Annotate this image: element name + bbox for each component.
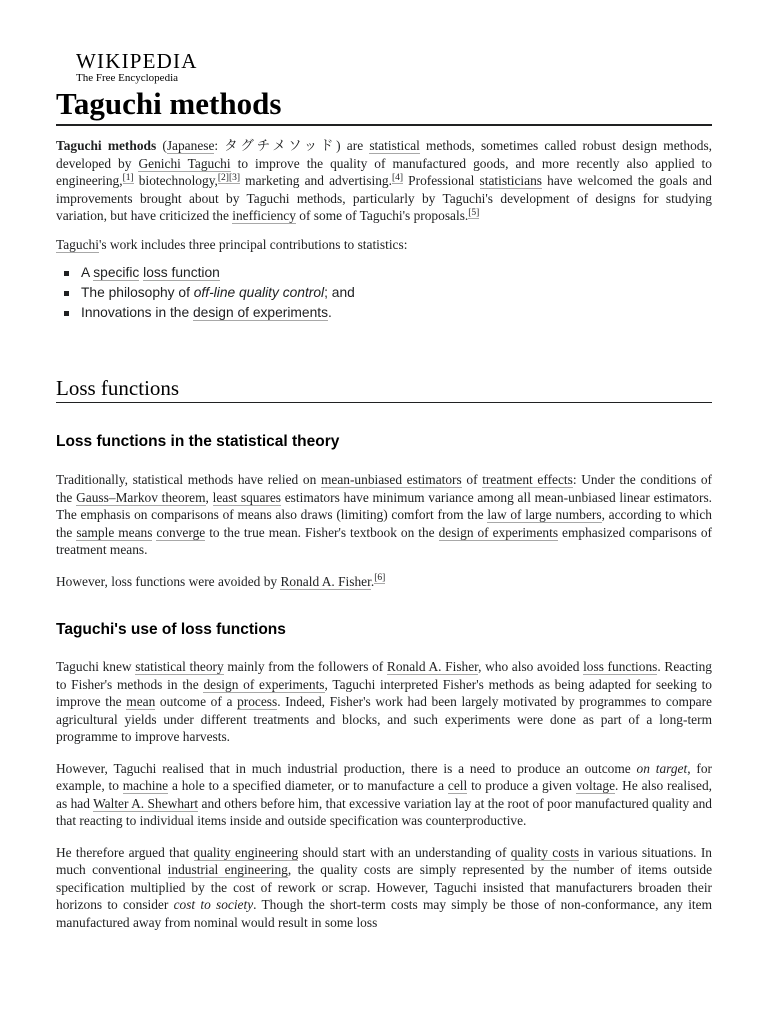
link-ronald-fisher[interactable]: Ronald A. Fisher [280, 573, 371, 589]
list-item: Innovations in the design of experiments. [81, 303, 712, 323]
link-statisticians[interactable]: statisticians [479, 173, 542, 188]
link-design-of-experiments[interactable]: design of experiments [438, 524, 559, 540]
taguchi-paragraph-1: Taguchi knew statistical theory mainly from the followers of Ronald A. Fisher, who also avoided loss functions. Reacting to Fisher's methods in the design of experiments, Taguchi interpreted Fisher's methods as being adapted for seeking to improve the mean outcome of a process. Indeed, Fisher's work had been largely motivated by programmes to compare agricultural yields under different treatments and blocks, and such experiments were done as part of a long-term programme to improve harvests. [56, 659, 713, 744]
logo-tagline: The Free Encyclopedia [76, 72, 179, 84]
statistical-theory-section [56, 471, 712, 590]
ref-1[interactable]: [1] [122, 172, 134, 183]
link-treatment-effects[interactable]: treatment effects [482, 472, 573, 487]
link-japanese[interactable]: Japanese [166, 138, 215, 153]
intro-paragraph: Taguchi methods (Japanese: タグチメソッド) are statistical methods, sometimes called robust design methods, developed by Genichi Taguchi to improve the quality of manufactured goods, and more recently also applied to engineering,[1] biotechnology,[2][3] marketing and advertising.[4] Professional statisticians have welcomed the goals and improvements brought about by Taguchi methods, particularly by Taguchi's development of designs for studying variation, but have criticized the inefficiency of some of Taguchi's proposals.[5] [56, 138, 713, 223]
link-converge[interactable]: converge [156, 524, 206, 540]
link-design-of-experiments[interactable]: design of experiments [193, 305, 328, 320]
link-cell[interactable]: cell [447, 778, 468, 793]
ref-2[interactable]: [2] [217, 172, 229, 183]
taguchi-paragraph-2: However, Taguchi realised that in much industrial production, there is a need to produce an outcome on target, for example, to machine a hole to a specified diameter, or to manufacture a cell to produce a given voltage. He also realised, as had Walter A. Shewhart and others before him, that excessive variation lay at the root of poor manufactured quality and that reacting to individual items inside and outside specification was counterproductive. [56, 760, 713, 828]
link-industrial-engineering[interactable]: industrial engineering [167, 862, 288, 877]
ref-4[interactable]: [4] [391, 172, 404, 183]
intro-section [56, 137, 712, 323]
list-item: The philosophy of off-line quality control; and [81, 283, 712, 303]
link-process[interactable]: process [237, 694, 278, 709]
link-least-squares[interactable]: least squares [212, 489, 282, 505]
link-quality-costs[interactable]: quality costs [510, 844, 580, 860]
ref-3[interactable]: [3] [228, 172, 241, 183]
link-loss-functions[interactable]: loss functions [583, 659, 658, 674]
contributions-intro: Taguchi's work includes three principal contributions to statistics: [56, 236, 408, 252]
link-genichi-taguchi[interactable]: Genichi Taguchi [138, 155, 231, 171]
link-taguchi[interactable]: Taguchi [56, 236, 99, 252]
link-design-of-experiments[interactable]: design of experiments [203, 676, 325, 692]
wikipedia-logo[interactable] [76, 50, 198, 85]
section-heading-loss-functions: Loss functions [56, 376, 180, 400]
link-voltage[interactable]: voltage [575, 778, 616, 793]
list-item: A specific loss function [81, 263, 712, 283]
subsection-heading-taguchi-loss: Taguchi's use of loss functions [56, 621, 286, 638]
link-ronald-fisher[interactable]: Ronald A. Fisher [386, 659, 479, 674]
logo-wordmark: WIKIPEDIA [76, 49, 198, 73]
title-divider [56, 124, 712, 126]
link-loss-function[interactable]: loss function [143, 265, 220, 280]
section-divider [56, 402, 712, 403]
contributions-list [56, 263, 712, 323]
link-inefficiency[interactable]: inefficiency [232, 208, 296, 223]
link-gauss-markov[interactable]: Gauss–Markov theorem [76, 489, 206, 505]
link-machine[interactable]: machine [122, 778, 169, 793]
subsection-heading-statistical-theory: Loss functions in the statistical theory [56, 433, 340, 450]
link-mean[interactable]: mean [126, 694, 156, 709]
statistical-theory-paragraph: Traditionally, statistical methods have relied on mean-unbiased estimators of treatment effects: Under the conditions of the Gauss–Markov theorem, least squares estimators have minimum variance among all mean-unbiased linear estimators. The emphasis on comparisons of means also draws (limiting) comfort from the law of large numbers, according to which the sample means converge to the true mean. Fisher's textbook on the design of experiments emphasized comparisons of treatment means. [56, 472, 713, 557]
ref-5[interactable]: [5] [468, 207, 480, 218]
link-sample-means[interactable]: sample means [76, 524, 153, 540]
taguchi-paragraph-3: He therefore argued that quality engineering should start with an understanding of quality costs in various situations. In much conventional industrial engineering, the quality costs are simply represented by the number of items outside specification multiplied by the cost of rework or scrap. However, Taguchi insisted that manufacturers broaden their horizons to consider cost to society. Though the short-term costs may simply be those of non-conformance, any item manufactured away from nominal would result in some loss [56, 844, 713, 930]
link-statistical-theory[interactable]: statistical theory [135, 659, 224, 674]
link-walter-shewhart[interactable]: Walter A. Shewhart [93, 795, 199, 811]
link-specific[interactable]: specific [93, 265, 140, 280]
link-mean-unbiased-estimators[interactable]: mean-unbiased estimators [320, 472, 462, 487]
link-quality-engineering[interactable]: quality engineering [193, 844, 299, 860]
lead-term: Taguchi methods [56, 138, 157, 153]
ref-6[interactable]: [6] [374, 573, 386, 584]
link-law-of-large-numbers[interactable]: law of large numbers [487, 507, 602, 522]
fisher-paragraph: However, loss functions were avoided by Ronald A. Fisher.[6] [56, 573, 386, 589]
page-title: Taguchi methods [56, 86, 282, 121]
taguchi-loss-section [56, 658, 712, 931]
link-statistical[interactable]: statistical [369, 138, 420, 153]
